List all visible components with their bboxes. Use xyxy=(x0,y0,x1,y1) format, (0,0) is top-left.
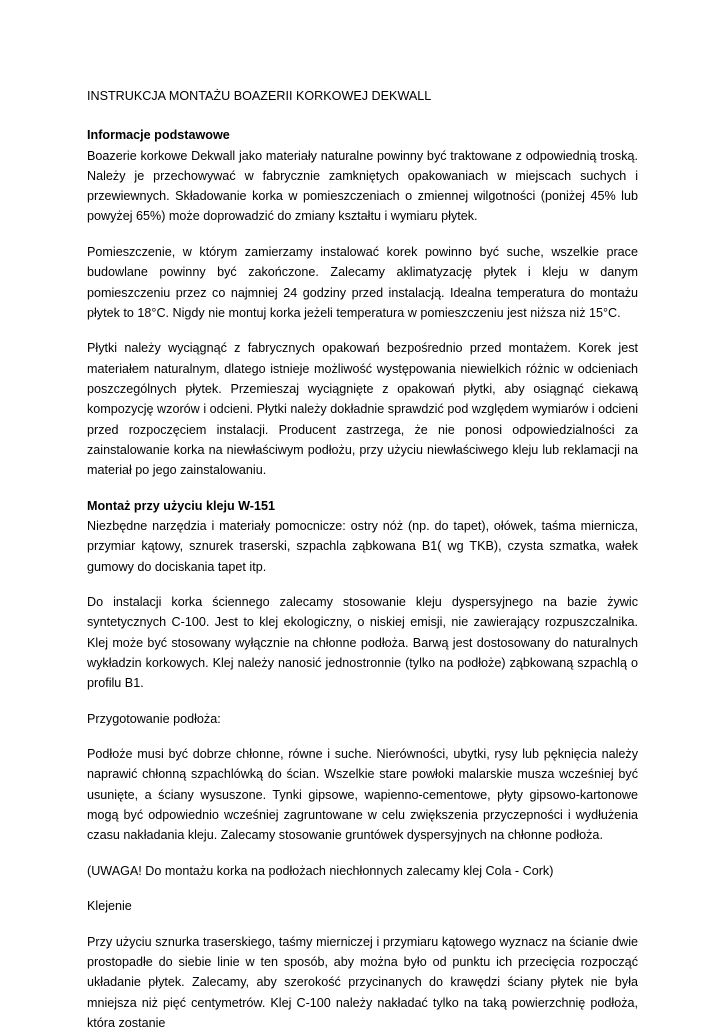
section-1-paragraph-1 xyxy=(87,125,638,226)
section-1-paragraph-3: Płytki należy wyciągnąć z fabrycznych opakowań bezpośrednio przed montażem. Korek jest materiałem naturalnym, dlatego istnieje możliwość występowania niewielkich różnic w odcieniach poszczególnych płytek. Przemieszaj wyciągnięte z opakowań płytki, aby osiągnąć ciekawą kompozycję wzorów i odcieni. Płytki należy dokładnie sprawdzić pod względem wymiarów i odcieni przed rozpoczęciem instalacji. Producent zastrzega, że nie ponosi odpowiedzialności za zainstalowanie korka na niewłaściwym podłożu, przy użyciu niewłaściwego kleju lub reklamacji na materiał po jego zainstalowaniu. xyxy=(87,341,638,478)
section-2-paragraph-7: Przy użyciu sznurka traserskiego, taśmy mierniczej i przymiaru kątowego wyznacz na ścianie dwie prostopadłe do siebie linie w ten sposób, aby można było od punktu ich przecięcia rozpocząć układanie płytek. Zalecamy, aby szerokość przycinanych do krawędzi ściany płytek nie była mniejsza niż pięć centymetrów. Klej C-100 należy nakładać tylko na taką powierzchnię podłoża, która zostanie xyxy=(87,934,638,1030)
subheading-klejenie: Klejenie xyxy=(87,899,132,914)
section-heading-montaz: Montaż przy użyciu kleju W-151 xyxy=(87,498,275,513)
section-2-paragraph-1 xyxy=(87,496,638,577)
warning-note: (UWAGA! Do montażu korka na podłożach niechłonnych zalecamy klej Cola - Cork) xyxy=(87,863,554,878)
paragraph-text: Boazerie korkowe Dekwall jako materiały naturalne powinny być traktowane z odpowiednią troską. Należy je przechowywać w fabrycznie zamkniętych opakowaniach w miejscach suchych i przewiewnych. Składowanie korka w pomieszczeniach o zmiennej wilgotności (poniżej 45% lub powyżej 65%) może doprowadzić do zmiany kształtu i wymiaru płytek. xyxy=(87,148,638,224)
section-2-paragraph-2: Do instalacji korka ściennego zalecamy stosowanie kleju dyspersyjnego na bazie żywic syntetycznych C-100. Jest to klej ekologiczny, o niskiej emisji, nie zawierający rozpuszczalnika. Klej może być stosowany wyłącznie na chłonne podłoża. Barwą jest dostosowany do naturalnych wykładzin korkowych. Klej należy nanosić jednostronnie (tylko na podłoże) ząbkowaną szpachlą o profilu B1. xyxy=(87,594,638,691)
document-title: INSTRUKCJA MONTAŻU BOAZERII KORKOWEJ DEKWALL xyxy=(87,89,432,103)
paragraph-text: Niezbędne narzędzia i materiały pomocnicze: ostry nóż (np. do tapet), ołówek, taśma miernicza, przymiar kątowy, sznurek traserski, szpachla ząbkowana B1( wg TKB), czysta szmatka, wałek gumowy do dociskania tapet itp. xyxy=(87,518,638,574)
section-2-paragraph-4: Podłoże musi być dobrze chłonne, równe i suche. Nierówności, ubytki, rysy lub pęknięcia należy naprawić chłonną szpachlówką do ścian. Wszelkie stare powłoki malarskie musza wcześniej być usunięte, a ściany wysuszone. Tynki gipsowe, wapienno-cementowe, płyty gipsowo-kartonowe mogą być odpowiednio wcześniej zagruntowane w celu zwiększenia przyczepności i wydłużenia czasu nakładania kleju. Zalecamy stosowanie gruntówek dyspersyjnych na chłonne podłoża. xyxy=(87,747,638,843)
subheading-przygotowanie: Przygotowanie podłoża: xyxy=(87,711,221,726)
section-1-paragraph-2: Pomieszczenie, w którym zamierzamy instalować korek powinno być suche, wszelkie prace budowlane powinny być zakończone. Zalecamy aklimatyzację płytek i kleju w danym pomieszczeniu przez co najmniej 24 godziny przed instalacją. Idealna temperatura do montażu płytek to 18°C. Nigdy nie montuj korka jeżeli temperatura w pomieszczeniu jest niższa niż 15°C. xyxy=(87,244,638,320)
section-heading-informacje: Informacje podstawowe xyxy=(87,128,230,143)
